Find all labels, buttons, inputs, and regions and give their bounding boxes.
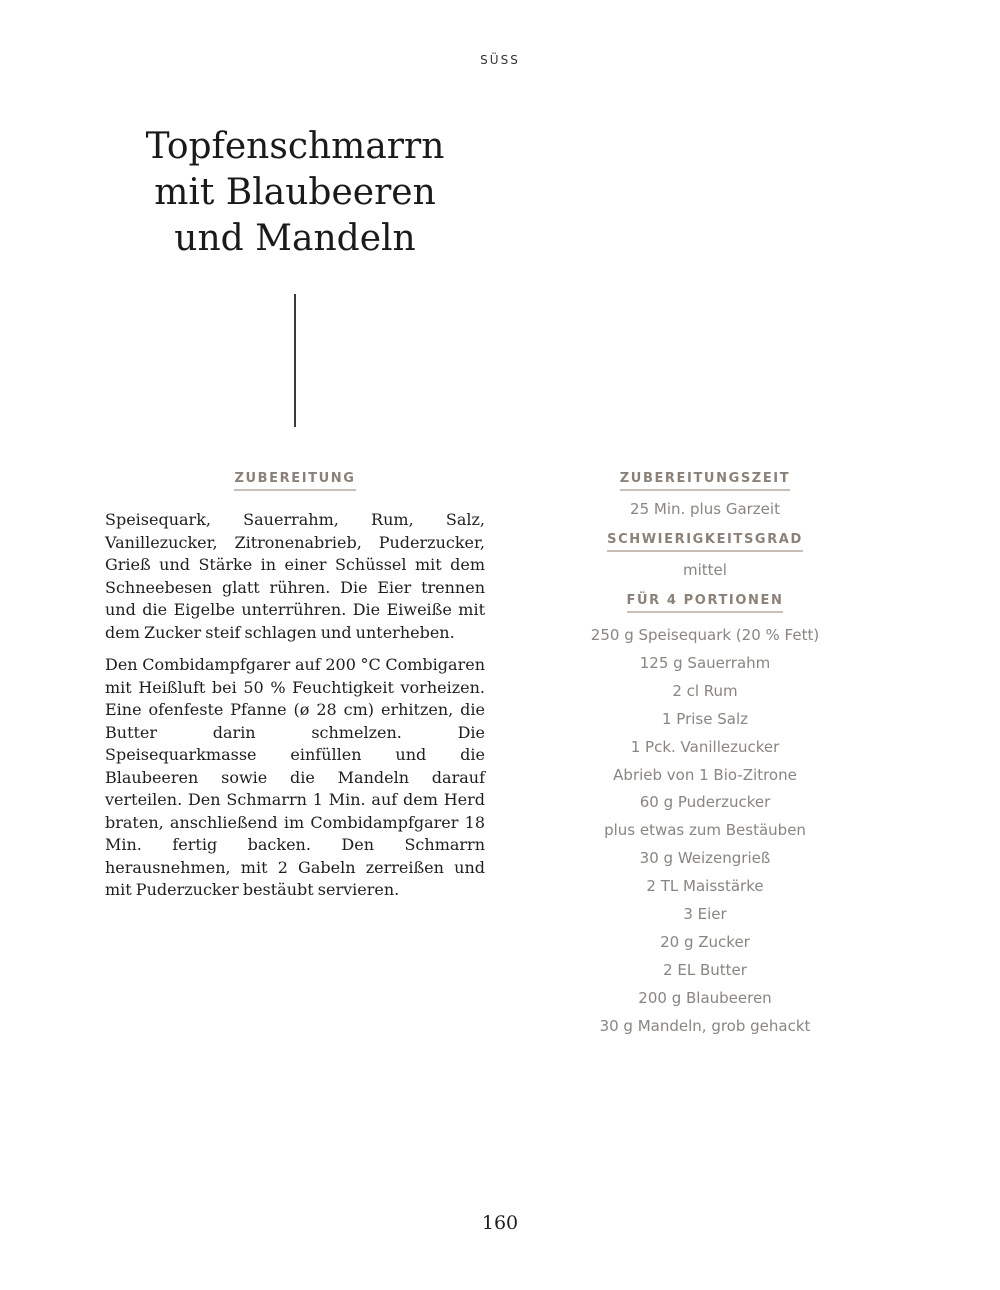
preparation-section [105,469,485,912]
ingredient-item: 1 Prise Salz [662,709,748,728]
time-value: 25 Min. plus Garzeit [630,500,780,518]
ingredient-item: 2 TL Maisstärke [646,877,764,896]
title-line: Topfenschmarrn [145,126,445,167]
ingredient-item: plus etwas zum Bestäuben [604,821,806,840]
title-line: und Mandeln [174,218,416,259]
ingredient-list [555,622,855,1041]
title-line: mit Blaubeeren [154,172,436,213]
portions-heading: FÜR 4 PORTIONEN [627,593,784,613]
ingredient-item: 2 cl Rum [672,681,738,700]
ingredient-item: 20 g Zucker [660,932,750,951]
ingredient-item: 30 g Mandeln, grob gehackt [599,1016,811,1035]
page-number: 160 [481,1212,519,1234]
ingredient-item: 250 g Speisequark (20 % Fett) [590,626,820,644]
info-section [555,469,855,1041]
ingredient-item: 30 g Weizengrieß [639,849,771,868]
recipe-title [95,124,495,262]
section-label: SÜSS [480,53,520,67]
ingredient-item: 125 g Sauerrahm [639,653,771,672]
difficulty-value: mittel [683,561,727,579]
decorative-vertical-line [294,294,296,427]
preparation-heading: ZUBEREITUNG [234,471,355,491]
difficulty-heading: SCHWIERIGKEITSGRAD [607,532,803,552]
ingredient-item: 60 g Puderzucker [639,793,771,812]
ingredient-item: Abrieb von 1 Bio-Zitrone [613,765,797,784]
ingredient-item: 3 Eier [683,905,727,924]
ingredient-item: 200 g Blaubeeren [638,988,772,1007]
ingredient-item: 2 EL Butter [663,960,747,979]
ingredient-item: 1 Pck. Vanillezucker [630,737,780,756]
preparation-paragraph: Den Combidampfgarer auf 200 °C Combigaren mit Heißluft bei 50 % Feuchtigkeit vorheizen. Eine ofenfeste Pfanne (ø 28 cm) erhitzen, die Butter darin schmelzen. Die Speisequarkmasse einfüllen und die Blaubeeren sowie die Mandeln darauf verteilen. Den Schmarrn 1 Min. auf dem Herd braten, anschließend im Combidampfgarer 18 Min. fertig backen. Den Schmarrn herausnehmen, mit 2 Gabeln zerreißen und mit Puderzucker bestäubt servieren. [105,655,485,899]
preparation-paragraph: Speisequark, Sauerrahm, Rum, Salz, Vanillezucker, Zitronenabrieb, Puderzucker, Grieß und Stärke in einer Schüssel mit dem Schneebesen glatt rühren. Die Eier trennen und die Eigelbe unterrühren. Die Eiweiße mit dem Zucker steif schlagen und unterheben. [105,510,485,642]
time-heading: ZUBEREITUNGSZEIT [620,471,790,491]
